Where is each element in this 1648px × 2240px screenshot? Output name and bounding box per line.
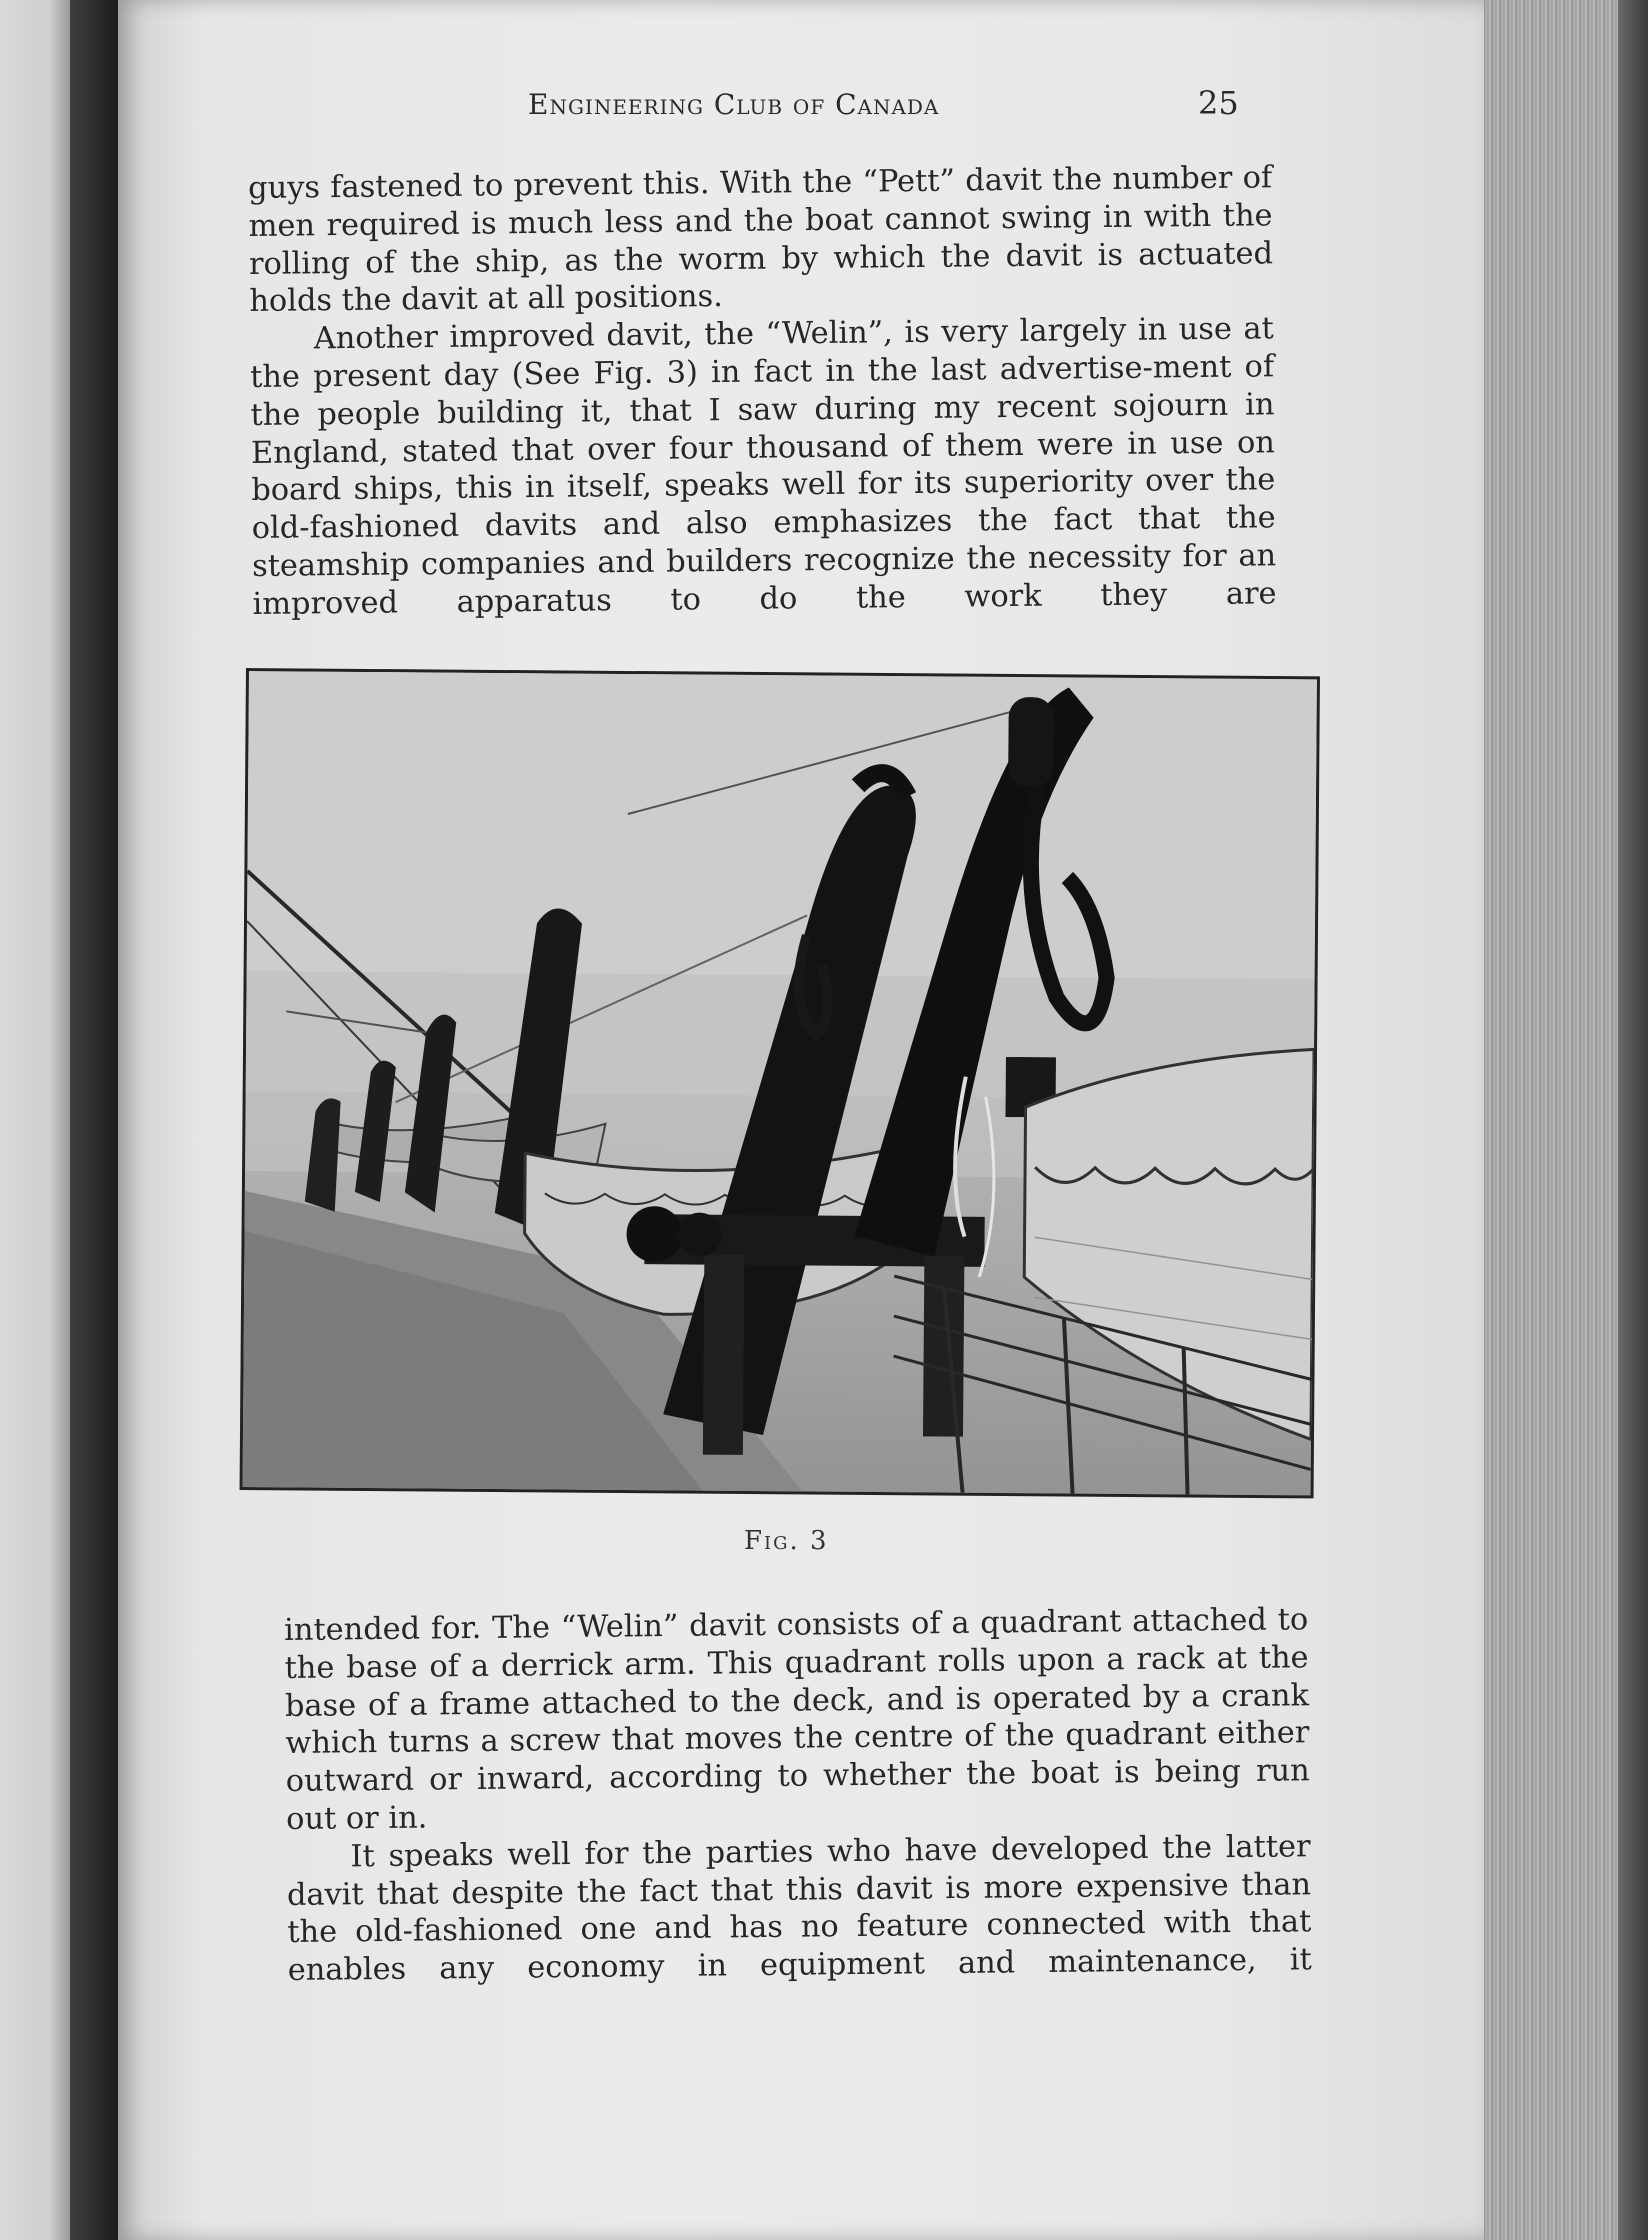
page-number: 25 [1198,84,1239,122]
figure-caption: Fig. 3 [744,1526,829,1556]
paragraph: Another improved davit, the “Welin”, is very largely in use at the present day (See Fig. 3) in fact in the last advertise-ment of the people building it, that I saw during my recent sojourn in England, stated that over four thousand of them were in use on board ships, this in itself, speaks well for its superiority over the old-fashioned davits and also emphasizes the fact that the steamship companies and builders recognize the necessity for an improved apparatus to do the work they are [249,311,1277,622]
davit-photo-illustration [243,671,1317,1495]
left-page-edge [0,0,70,2240]
page-stack-edge [1484,0,1648,2240]
paragraph: intended for. The “Welin” davit consists of a quadrant attached to the base of a derrick arm. This quadrant rolls upon a rack at the base of a frame attached to the deck, and is operated by a crank which turns a screw that moves the centre of the quadrant either outward or inward, according to whether the boat is being run out or in. [284,1602,1310,1837]
figure-photo-davits [240,668,1320,1498]
body-text-bottom [284,1601,1312,1990]
paragraph: It speaks well for the parties who have developed the latter davit that despite the fact that this davit is more expensive than the old-fashioned one and has no feature connected with that enables any economy in equipment and maintenance, it [286,1829,1312,1989]
paragraph: guys fastened to prevent this. With the “Pett” davit the number of men required is much less and the boat cannot swing in with the rolling of the ship, as the worm by which the davit is actuated holds the davit at all positions. [248,160,1274,320]
body-text-top [248,159,1277,623]
running-head: Engineering Club of Canada [528,88,940,121]
